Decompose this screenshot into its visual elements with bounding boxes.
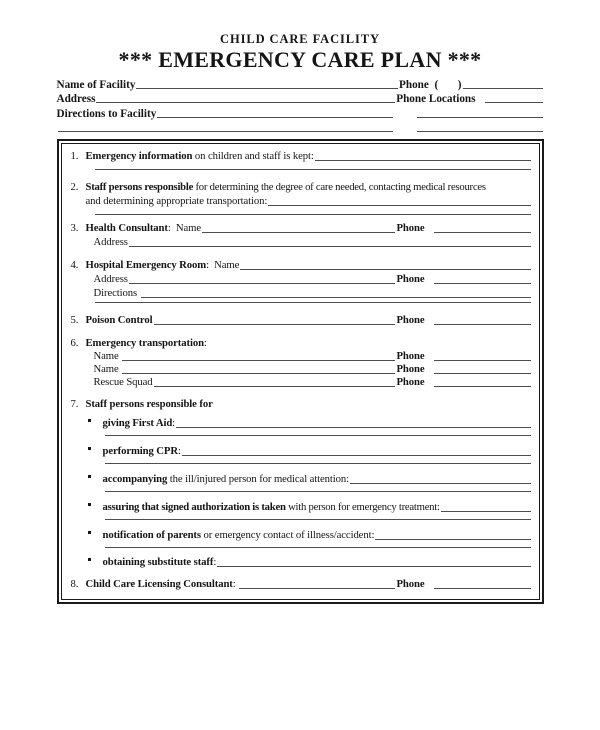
directions-row bbox=[57, 105, 544, 119]
item-number: 7. bbox=[70, 397, 79, 410]
bullet-label: obtaining substitute staff bbox=[102, 555, 214, 568]
facility-name-line bbox=[136, 87, 398, 89]
bullet-text: : bbox=[177, 444, 181, 457]
emergency-information-text: on children and staff is kept: bbox=[192, 149, 314, 162]
write-line bbox=[95, 168, 531, 170]
item-number: 8. bbox=[70, 577, 79, 590]
directions-extra-row bbox=[57, 120, 544, 134]
bullet-obtaining-substitute-staff bbox=[86, 556, 532, 569]
name-label: Name bbox=[93, 362, 122, 375]
bullet-text: : bbox=[213, 555, 217, 568]
phone-line bbox=[434, 282, 531, 284]
phone-line bbox=[434, 385, 531, 387]
hospital-er-directions-row bbox=[94, 287, 532, 300]
licensing-consultant-label: Child Care Licensing Consultant bbox=[85, 577, 233, 590]
licensing-consultant-row bbox=[86, 578, 532, 591]
rescue-squad-label: Rescue Squad bbox=[93, 375, 153, 388]
staff-responsible-label: Staff persons responsible bbox=[85, 180, 194, 193]
write-line bbox=[217, 565, 530, 567]
item-number: 2. bbox=[70, 180, 79, 193]
item-number: 4. bbox=[70, 258, 79, 271]
health-consultant-address-row bbox=[94, 236, 532, 249]
bullet-label: accompanying bbox=[102, 472, 168, 485]
item-number: 3. bbox=[70, 221, 79, 234]
facility-address-label: Address bbox=[56, 93, 96, 106]
name-line bbox=[240, 268, 530, 270]
phone-label: Phone bbox=[396, 221, 425, 234]
write-line bbox=[350, 482, 530, 484]
colon: : bbox=[203, 336, 207, 349]
item-health-consultant bbox=[71, 222, 532, 249]
facility-phone-label: Phone ( ) bbox=[399, 79, 462, 92]
phone-locations-extra-line-2 bbox=[417, 130, 543, 132]
write-line-row bbox=[104, 546, 532, 550]
write-line bbox=[268, 204, 530, 206]
name-label: Name bbox=[93, 349, 122, 362]
write-line bbox=[105, 546, 531, 548]
item-number: 1. bbox=[70, 149, 79, 162]
name-line bbox=[239, 587, 395, 589]
phone-label: Phone bbox=[396, 362, 425, 375]
write-line-row bbox=[104, 490, 532, 494]
facility-type-heading: CHILD CARE FACILITY bbox=[220, 32, 380, 46]
name-line bbox=[122, 372, 395, 374]
bullet-text: with person for emergency treatment: bbox=[285, 500, 440, 513]
hospital-er-address-row bbox=[94, 273, 532, 286]
health-consultant-row bbox=[86, 222, 532, 235]
colon: : bbox=[232, 577, 239, 590]
address-label: Address bbox=[93, 272, 128, 285]
item-poison-control bbox=[71, 314, 532, 327]
facility-address-line bbox=[96, 101, 395, 103]
write-line-row bbox=[104, 434, 532, 438]
item-licensing-consultant bbox=[71, 578, 532, 591]
name-line bbox=[202, 231, 396, 233]
bullet-label: assuring that signed authorization is taken bbox=[102, 500, 286, 513]
bullet-assuring-authorization bbox=[86, 501, 532, 514]
phone-label: Phone bbox=[396, 272, 425, 285]
phone-line bbox=[434, 359, 531, 361]
facility-phone-line bbox=[463, 87, 543, 89]
square-bullet-icon bbox=[86, 417, 103, 430]
bullet-text: or emergency contact of illness/accident: bbox=[200, 528, 375, 541]
poison-control-row bbox=[86, 314, 532, 327]
phone-locations-label: Phone Locations bbox=[396, 93, 476, 106]
bullet-text: : bbox=[172, 416, 176, 429]
bullet-label: performing CPR bbox=[102, 444, 178, 457]
write-line bbox=[105, 490, 531, 492]
health-consultant-label: Health Consultant bbox=[85, 221, 168, 234]
phone-locations-extra-line bbox=[417, 116, 543, 118]
bullet-label: notification of parents bbox=[102, 528, 201, 541]
facility-name-label: Name of Facility bbox=[56, 79, 136, 92]
transport-name-row-2 bbox=[94, 363, 532, 376]
write-line bbox=[441, 510, 531, 512]
bullet-text: the ill/injured person for medical attention: bbox=[167, 472, 350, 485]
bullet-giving-first-aid bbox=[86, 417, 532, 430]
document-page bbox=[57, 0, 544, 604]
hospital-er-label: Hospital Emergency Room bbox=[85, 258, 207, 271]
square-bullet-icon bbox=[86, 501, 103, 514]
directions-extra-line bbox=[58, 130, 393, 132]
staff-responsible-for-label: Staff persons responsible for bbox=[85, 397, 213, 410]
bullet-performing-cpr bbox=[86, 445, 532, 458]
write-line-row bbox=[94, 168, 532, 172]
write-line-row bbox=[104, 462, 532, 466]
form-box-inner bbox=[61, 143, 540, 600]
phone-label: Phone bbox=[396, 577, 425, 590]
item-emergency-information bbox=[71, 150, 532, 172]
square-bullet-icon bbox=[86, 529, 103, 542]
rescue-squad-row bbox=[94, 376, 532, 389]
write-line bbox=[176, 426, 530, 428]
write-line-row bbox=[94, 213, 532, 217]
staff-responsible-text-cont: and determining appropriate transportation: bbox=[85, 194, 268, 207]
bullet-label: giving First Aid bbox=[102, 416, 173, 429]
phone-label: Phone bbox=[396, 349, 425, 362]
bullet-notification-of-parents bbox=[86, 529, 532, 542]
facility-name-row bbox=[57, 77, 544, 91]
write-line bbox=[315, 159, 531, 161]
address-line bbox=[129, 245, 531, 247]
directions-label: Directions to Facility bbox=[56, 107, 157, 120]
phone-label: Phone bbox=[396, 375, 425, 388]
transport-name-row-1 bbox=[94, 350, 532, 363]
write-line bbox=[95, 301, 531, 303]
phone-line bbox=[434, 231, 531, 233]
write-line-row bbox=[104, 518, 532, 522]
square-bullet-icon bbox=[86, 556, 103, 569]
emergency-information-label: Emergency information bbox=[85, 149, 193, 162]
square-bullet-icon bbox=[86, 473, 103, 486]
phone-line bbox=[434, 372, 531, 374]
hospital-er-name-label: : Name bbox=[206, 258, 240, 271]
form-box bbox=[57, 139, 544, 604]
emergency-information-row bbox=[86, 150, 532, 163]
write-line bbox=[105, 518, 531, 520]
poison-control-label: Poison Control bbox=[85, 313, 153, 326]
item-emergency-transportation bbox=[71, 337, 532, 389]
staff-responsible-text-line2 bbox=[86, 195, 532, 208]
staff-responsible-for-heading bbox=[86, 398, 532, 411]
write-line bbox=[105, 434, 531, 436]
facility-address-row bbox=[57, 91, 544, 105]
phone-line bbox=[434, 587, 531, 589]
name-line bbox=[122, 359, 395, 361]
item-number: 5. bbox=[70, 313, 79, 326]
facility-info-header bbox=[57, 77, 544, 134]
directions-label: Directions bbox=[93, 286, 140, 299]
write-line-row bbox=[94, 301, 532, 305]
write-line bbox=[375, 538, 530, 540]
phone-locations-line bbox=[485, 101, 543, 103]
write-line bbox=[105, 462, 531, 464]
staff-responsible-text-line1 bbox=[86, 181, 532, 194]
write-line bbox=[95, 213, 531, 215]
name-line bbox=[154, 385, 396, 387]
square-bullet-icon bbox=[86, 445, 103, 458]
health-consultant-name-label: : Name bbox=[167, 221, 201, 234]
emergency-transportation-label: Emergency transportation bbox=[85, 336, 204, 349]
item-staff-responsible-for bbox=[71, 398, 532, 569]
write-line bbox=[182, 454, 531, 456]
phone-label: Phone bbox=[396, 313, 425, 326]
bullet-accompanying bbox=[86, 473, 532, 486]
directions-line bbox=[157, 116, 392, 118]
hospital-er-row bbox=[86, 259, 532, 272]
directions-line bbox=[141, 296, 531, 298]
phone-line bbox=[434, 323, 531, 325]
plan-title: *** EMERGENCY CARE PLAN *** bbox=[118, 47, 482, 72]
emergency-transportation-heading bbox=[86, 337, 532, 350]
address-label: Address bbox=[93, 235, 128, 248]
item-staff-persons-responsible bbox=[71, 181, 532, 217]
address-line bbox=[129, 282, 396, 284]
staff-responsible-text: for determining the degree of care needed, contacting medical resources bbox=[193, 180, 486, 193]
item-number: 6. bbox=[70, 336, 79, 349]
name-line bbox=[154, 323, 396, 325]
item-hospital-emergency-room bbox=[71, 259, 532, 305]
